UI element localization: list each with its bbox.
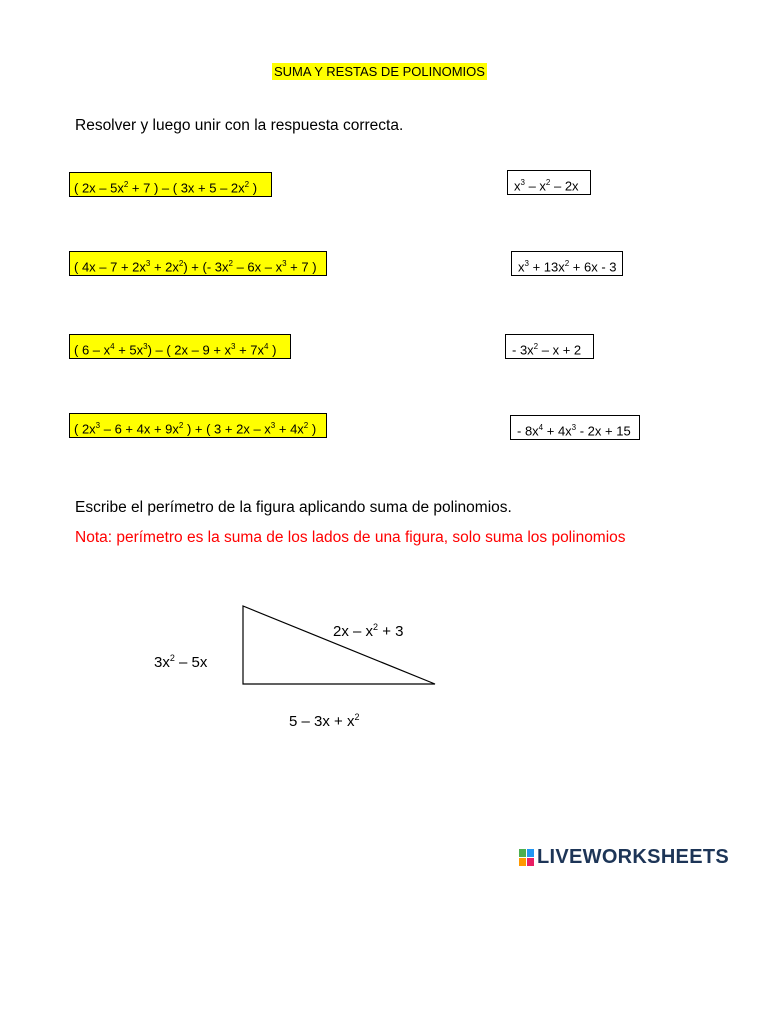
logo-text: LIVEWORKSHEETS [537, 846, 729, 868]
liveworksheets-logo [519, 846, 729, 869]
expression-box-2: ( $4x - 7 + 2x^3 + 2x^2$) + (- $3x^2 - 6x - x^3 + 7$ ) [69, 251, 327, 276]
answer-box-2[interactable]: $x^3 + 13x^2 + 6x - 3$ [511, 251, 623, 276]
worksheet-title: SUMA Y RESTAS DE POLINOMIOS [274, 64, 485, 79]
triangle-side-bottom: $5 - 3x + x^2$ [289, 712, 360, 730]
instruction-match: Resolver y luego unir con la respuesta correcta. [75, 117, 404, 134]
instruction-perimeter: Escribe el perímetro de la figura aplicando suma de polinomios. [75, 499, 512, 516]
expression-box-4: ( $2x^3 - 6 + 4x + 9x^2$ ) + ( $3 + 2x - x^3 + 4x^2$ ) [69, 413, 327, 438]
answer-box-3[interactable]: - $3x^2 - x + 2$ [505, 334, 594, 359]
expression-box-3: ( $6 - x^4 + 5x^3$) – ( $2x - 9 + x^3 + 7x^4$ ) [69, 334, 291, 359]
triangle-side-left: $3x^2 - 5x$ [154, 653, 208, 671]
expression-box-1: ( $2x - 5x^2 + 7$ ) – ( $3x + 5 - 2x^2$ ) [69, 172, 272, 197]
triangle-side-hypotenuse: $2x - x^2 + 3$ [333, 622, 404, 640]
liveworksheets-mark-icon [519, 849, 534, 866]
answer-box-4[interactable]: - $8x^4 + 4x^3 - 2x + 15$ [510, 415, 640, 440]
answer-box-1[interactable]: $x^3 - x^2 - 2x$ [507, 170, 591, 195]
note-text: Nota: perímetro es la suma de los lados de una figura, solo suma los polinomios [75, 529, 626, 546]
